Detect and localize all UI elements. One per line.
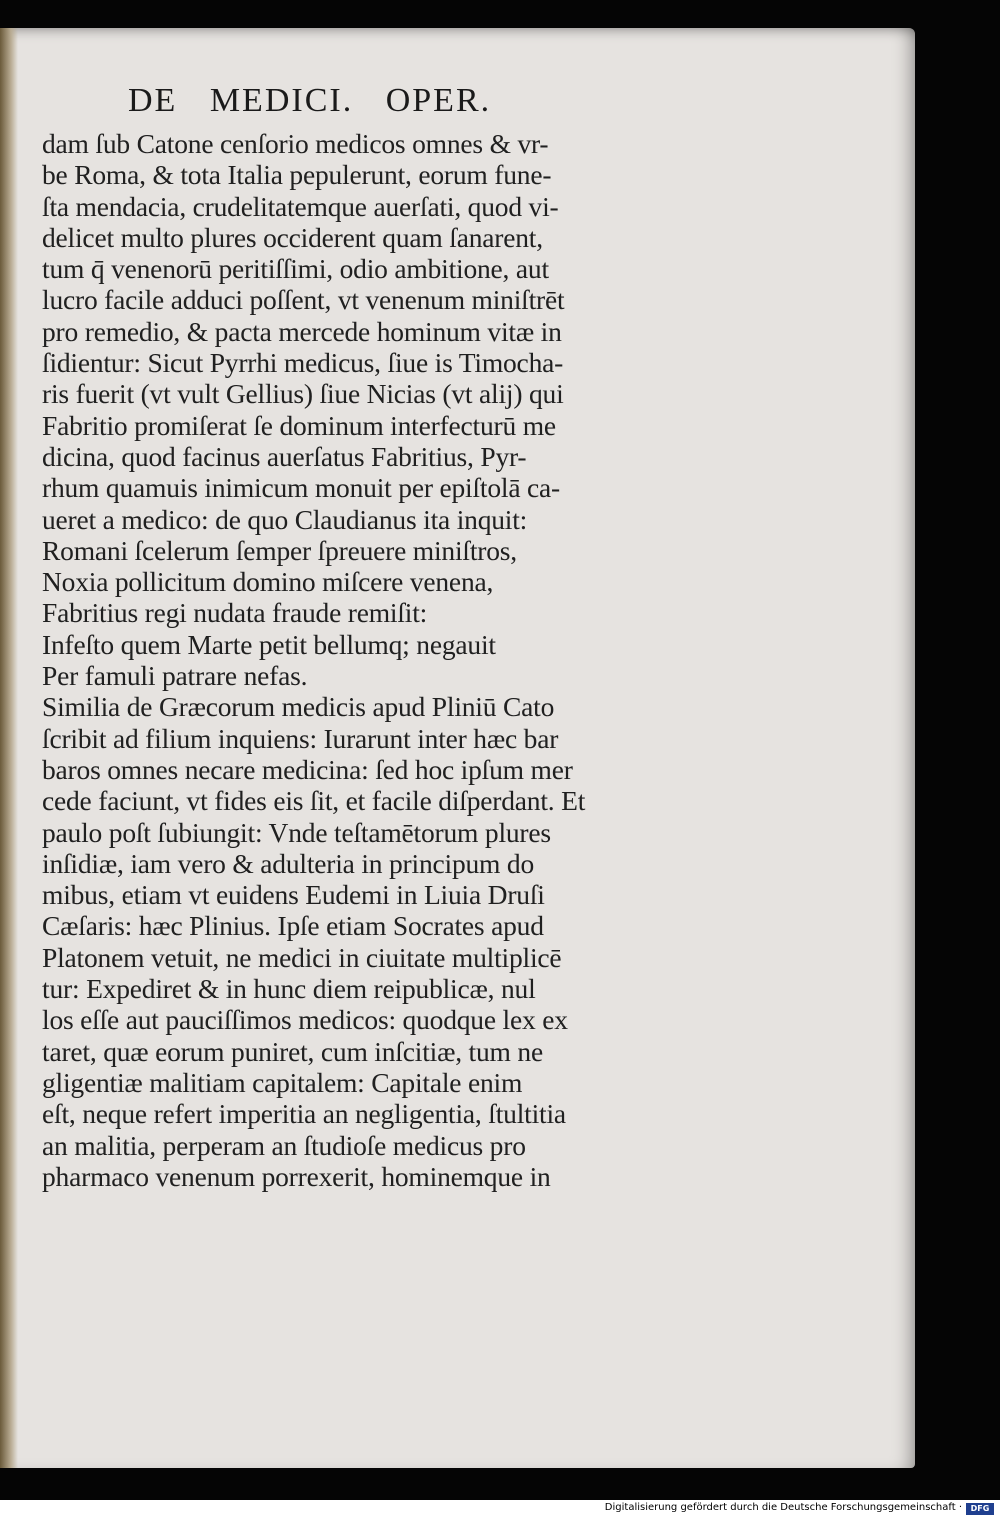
text-line: ſcribit ad filium inquiens: Iurarunt inter hæc bar [42,722,559,754]
text-line: Noxia pollicitum domino miſcere venena, [42,566,494,598]
text-line: Infeſto quem Marte petit bellumq; negauit [42,628,496,660]
text-line: rhum quamuis inimicum monuit per epiſtolā ca- [42,472,560,504]
text-line: eſt, neque refert imperitia an negligentia, ſtultitia [42,1098,566,1130]
text-line: ſidientur: Sicut Pyrrhi medicus, ſiue is Timocha- [42,347,564,379]
text-line: ſta mendacia, crudelitatemque auerſati, quod vi- [42,190,559,222]
text-line: cede faciunt, vt fides eis ſit, et facile diſperdant. Et [42,785,586,817]
text-line: paulo poſt ſubiungit: Vnde teſtamētorum plures [42,816,551,848]
footer-bar [0,1500,1000,1518]
text-line: Platonem vetuit, ne medici in ciuitate multiplicē [42,941,562,973]
text-line: delicet multo plures occiderent quam ſanarent, [42,221,543,253]
running-head-word-1: DE [128,82,178,119]
text-line: ueret a medico: de quo Claudianus ita inquit: [42,503,528,535]
text-line: Cæſaris: hæc Plinius. Ipſe etiam Socrates apud [42,910,544,942]
funding-notice: Digitalisierung gefördert durch die Deutsche Forschungsgemeinschaft · [604,1502,962,1513]
page-spine-edge [0,28,18,1468]
dfg-logo: DFG [966,1503,994,1515]
text-line: los eſſe aut pauciſſimos medicos: quodque lex ex [42,1004,568,1036]
text-line: Per famuli patrare nefas. [42,660,308,692]
text-line: be Roma, & tota Italia pepulerunt, eorum fune- [42,159,552,191]
text-line: tum q̄ venenorū peritiſſimi, odio ambitione, aut [42,253,549,285]
text-line: Fabritius regi nudata fraude remiſit: [42,597,428,629]
text-line: tur: Expediret & in hunc diem reipublicæ, nul [42,973,536,1005]
running-head-word-3: OPER. [385,82,492,119]
text-line: dam ſub Catone cenſorio medicos omnes & vr- [42,128,549,159]
text-line: taret, quæ eorum puniret, cum inſcitiæ, tum ne [42,1035,543,1067]
running-head-word-2: MEDICI. [209,82,354,119]
text-line: pharmaco venenum porrexerit, hominemque in [42,1160,551,1192]
text-line: Fabritio promiſerat ſe dominum interfecturū me [42,409,556,441]
text-line: gligentiæ malitiam capitalem: Capitale enim [42,1066,523,1098]
text-line: ris fuerit (vt vult Gellius) ſiue Nicias (vt alij) qui [42,378,564,410]
text-line: baros omnes necare medicina: ſed hoc ipſum mer [42,753,573,785]
text-line: lucro facile adduci poſſent, vt venenum miniſtrēt [42,284,565,316]
body-text [42,128,702,1192]
text-line: dicina, quod facinus auerſatus Fabritius, Pyr- [42,440,527,472]
running-head [128,82,648,120]
text-line: an malitia, perperam an ſtudioſe medicus pro [42,1129,526,1161]
text-line: Similia de Græcorum medicis apud Pliniū Cato [42,691,555,723]
text-line: Romani ſcelerum ſemper ſpreuere miniſtros, [42,534,517,566]
text-line: inſidiæ, iam vero & adulteria in principum do [42,847,535,879]
text-line: pro remedio, & pacta mercede hominum vitæ in [42,315,562,347]
text-line: mibus, etiam vt euidens Eudemi in Liuia Druſi [42,879,545,911]
